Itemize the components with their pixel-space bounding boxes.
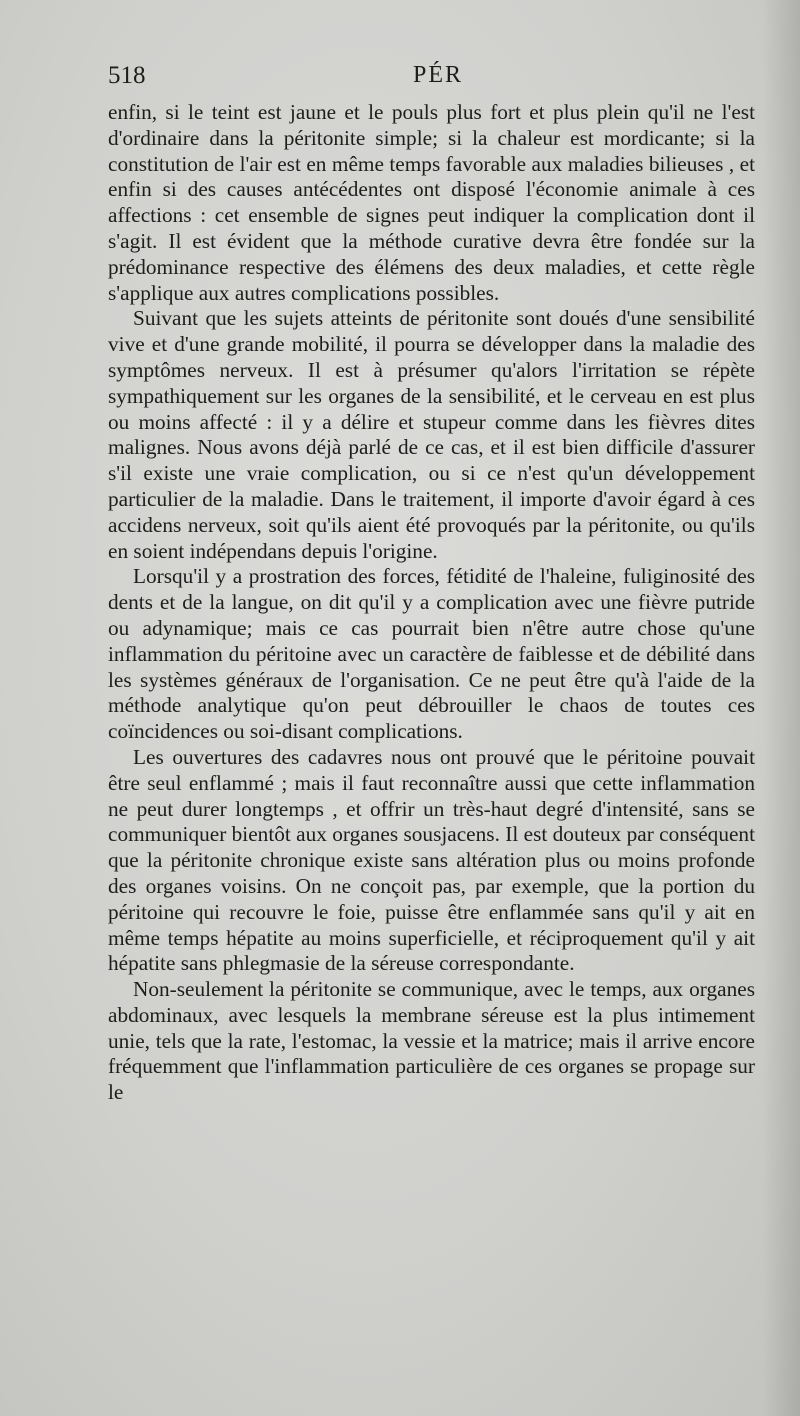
paragraph-2: Suivant que les sujets atteints de péritonite sont doués d'une sensibilité vive et d'une grande mobilité, il pourra se développer dans la maladie des symptômes nerveux. Il est à présumer qu'alors l'irritation se répète sympathiquement sur les organes de la sensibilité, et le cerveau en est plus ou moins affecté : il y a délire et stupeur comme dans les fièvres dites malignes. Nous avons déjà parlé de ce cas, et il est bien difficile d'assurer s'il existe une vraie complication, ou si ce n'est qu'un développement particulier de la maladie. Dans le traitement, il importe d'avoir égard à ces accidens nerveux, soit qu'ils aient été provoqués par la péritonite, ou qu'ils en soient indépendans depuis l'origine. [108,306,755,563]
running-head [108,62,758,96]
page-number: 518 [108,62,146,89]
paragraph-3: Lorsqu'il y a prostration des forces, fétidité de l'haleine, fuliginosité des dents et de la langue, on dit qu'il y a complication avec une fièvre putride ou adynamique; mais ce cas pourrait bien n'être autre chose qu'une inflammation du péritoine avec un caractère de faiblesse et de débilité dans les systèmes généraux de l'organisation. Ce ne peut être qu'à l'aide de la méthode analytique qu'on peut débrouiller le chaos de toutes ces coïncidences ou soi-disant complications. [108,564,755,744]
paragraph-4: Les ouvertures des cadavres nous ont prouvé que le péritoine pouvait être seul enflammé ; mais il faut reconnaître aussi que cette inflammation ne peut durer longtemps , et offrir un très-haut degré d'intensité, sans se communiquer bientôt aux organes sousjacens. Il est douteux par conséquent que la péritonite chronique existe sans altération plus ou moins profonde des organes voisins. On ne conçoit pas, par exemple, que la portion du péritoine qui recouvre le foie, puisse être enflammée sans qu'il y ait en même temps hépatite au moins superficielle, et réciproquement qu'il y ait hépatite sans phlegmasie de la séreuse correspondante. [108,744,755,976]
paragraph-1: enfin, si le teint est jaune et le pouls plus fort et plus plein qu'il ne l'est d'ordinaire dans la péritonite simple; si la chaleur est mordicante; si la constitution de l'air est en même temps favorable aux maladies bilieuses , et enfin si des causes antécédentes ont disposé l'économie animale à ces affections : cet ensemble de signes peut indiquer la complication dont il s'agit. Il est évident que la méthode curative devra être fondée sur la prédominance respective des élémens des deux maladies, et cette règle s'applique aux autres complications possibles. [108,100,755,305]
paragraph-5: Non-seulement la péritonite se communique, avec le temps, aux organes abdominaux, avec lesquels la membrane séreuse est la plus intimement unie, tels que la rate, l'estomac, la vessie et la matrice; mais il arrive encore fréquemment que l'inflammation particulière de ces organes se propage sur le [108,977,755,1105]
running-title: PÉR [412,62,463,88]
text-body [108,100,755,1106]
page-edge-shadow [762,0,800,1416]
